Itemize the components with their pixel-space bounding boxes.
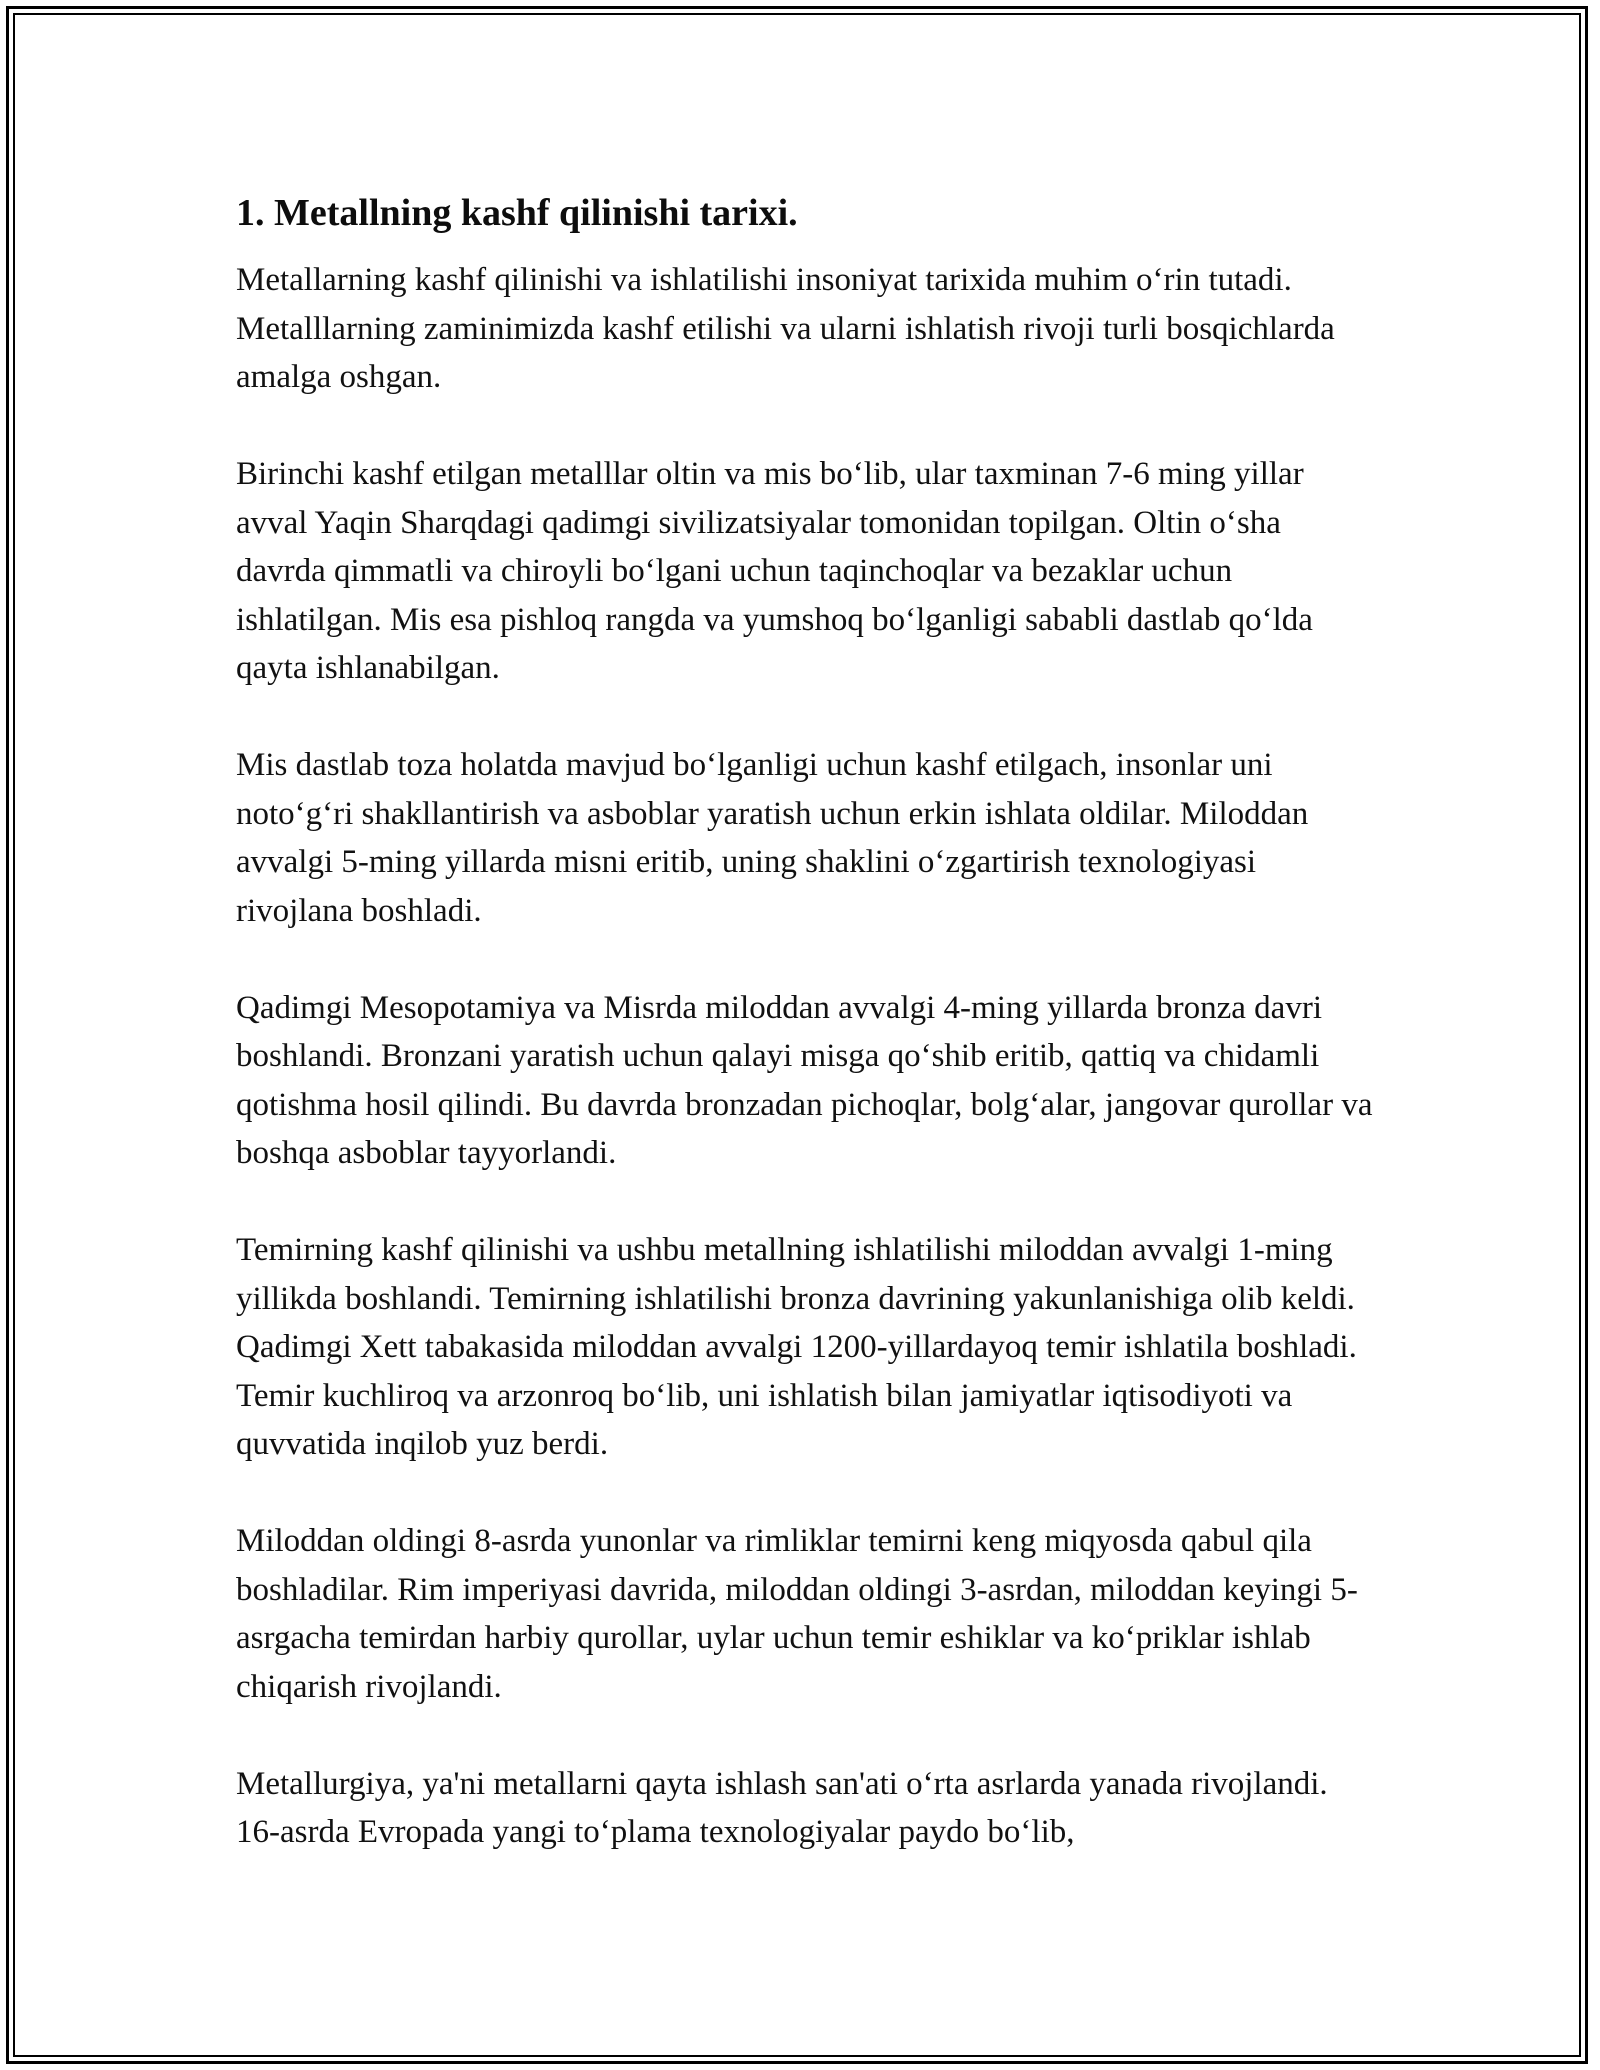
paragraph-intro: Metallarning kashf qilinishi va ishlatilishi insoniyat tarixida muhim o‘rin tutadi. Metalllarning zaminimizda kashf etilishi va ularni ishlatish rivoji turli bosqichlarda amalga oshgan. — [236, 262, 1335, 395]
paragraph-gold-copper: Birinchi kashf etilgan metalllar oltin va mis bo‘lib, ular taxminan 7-6 ming yillar avval Yaqin Sharqdagi qadimgi sivilizatsiyalar tomonidan topilgan. Oltin o‘sha davrda qimmatli va chiroyli bo‘lgani uchun taqinchoqlar va bezaklar uchun ishlatilgan. Mis esa pishloq rangda va yumshoq bo‘lganligi sababli dastlab qo‘lda qayta ishlanabilgan. — [236, 456, 1313, 686]
paragraph-copper-shaping: Mis dastlab toza holatda mavjud bo‘lganligi uchun kashf etilgach, insonlar uni noto‘g‘ri shakllantirish va asboblar yaratish uchun erkin ishlata oldilar. Miloddan avvalgi 5-ming yillarda misni eritib, uning shaklini o‘zgartirish texnologiyasi rivojlana boshladi. — [236, 747, 1309, 929]
paragraph-greeks-romans: Miloddan oldingi 8-asrda yunonlar va rimliklar temirni keng miqyosda qabul qila boshladilar. Rim imperiyasi davrida, miloddan oldingi 3-asrdan, miloddan keyingi 5-asrgacha temirdan harbiy qurollar, uylar uchun temir eshiklar va ko‘priklar ishlab chiqarish rivojlandi. — [236, 1523, 1358, 1705]
paragraph-iron-discovery: Temirning kashf qilinishi va ushbu metallning ishlatilishi miloddan avvalgi 1-ming yillikda boshlandi. Temirning ishlatilishi bronza davrining yakunlanishiga olib keldi. Qadimgi Xett tabakasida miloddan avvalgi 1200-yillardayoq temir ishlatila boshladi. Temir kuchliroq va arzonroq bo‘lib, uni ishlatish bilan jamiyatlar iqtisodiyoti va quvvatida inqilob yuz berdi. — [236, 1232, 1357, 1462]
document-body — [236, 186, 1376, 1905]
paragraph-bronze-age: Qadimgi Mesopotamiya va Misrda miloddan avvalgi 4-ming yillarda bronza davri boshlandi. Bronzani yaratish uchun qalayi misga qo‘shib eritib, qattiq va chidamli qotishma hosil qilindi. Bu davrda bronzadan pichoqlar, bolg‘alar, jangovar qurollar va boshqa asboblar tayyorlandi. — [236, 989, 1373, 1171]
section-title: 1. Metallning kashf qilinishi tarixi. — [236, 192, 798, 234]
paragraph-metallurgy: Metallurgiya, ya'ni metallarni qayta ishlash san'ati o‘rta asrlarda yanada rivojlandi. 16-asrda Evropada yangi to‘plama texnologiyalar paydo bo‘lib, — [236, 1765, 1328, 1850]
